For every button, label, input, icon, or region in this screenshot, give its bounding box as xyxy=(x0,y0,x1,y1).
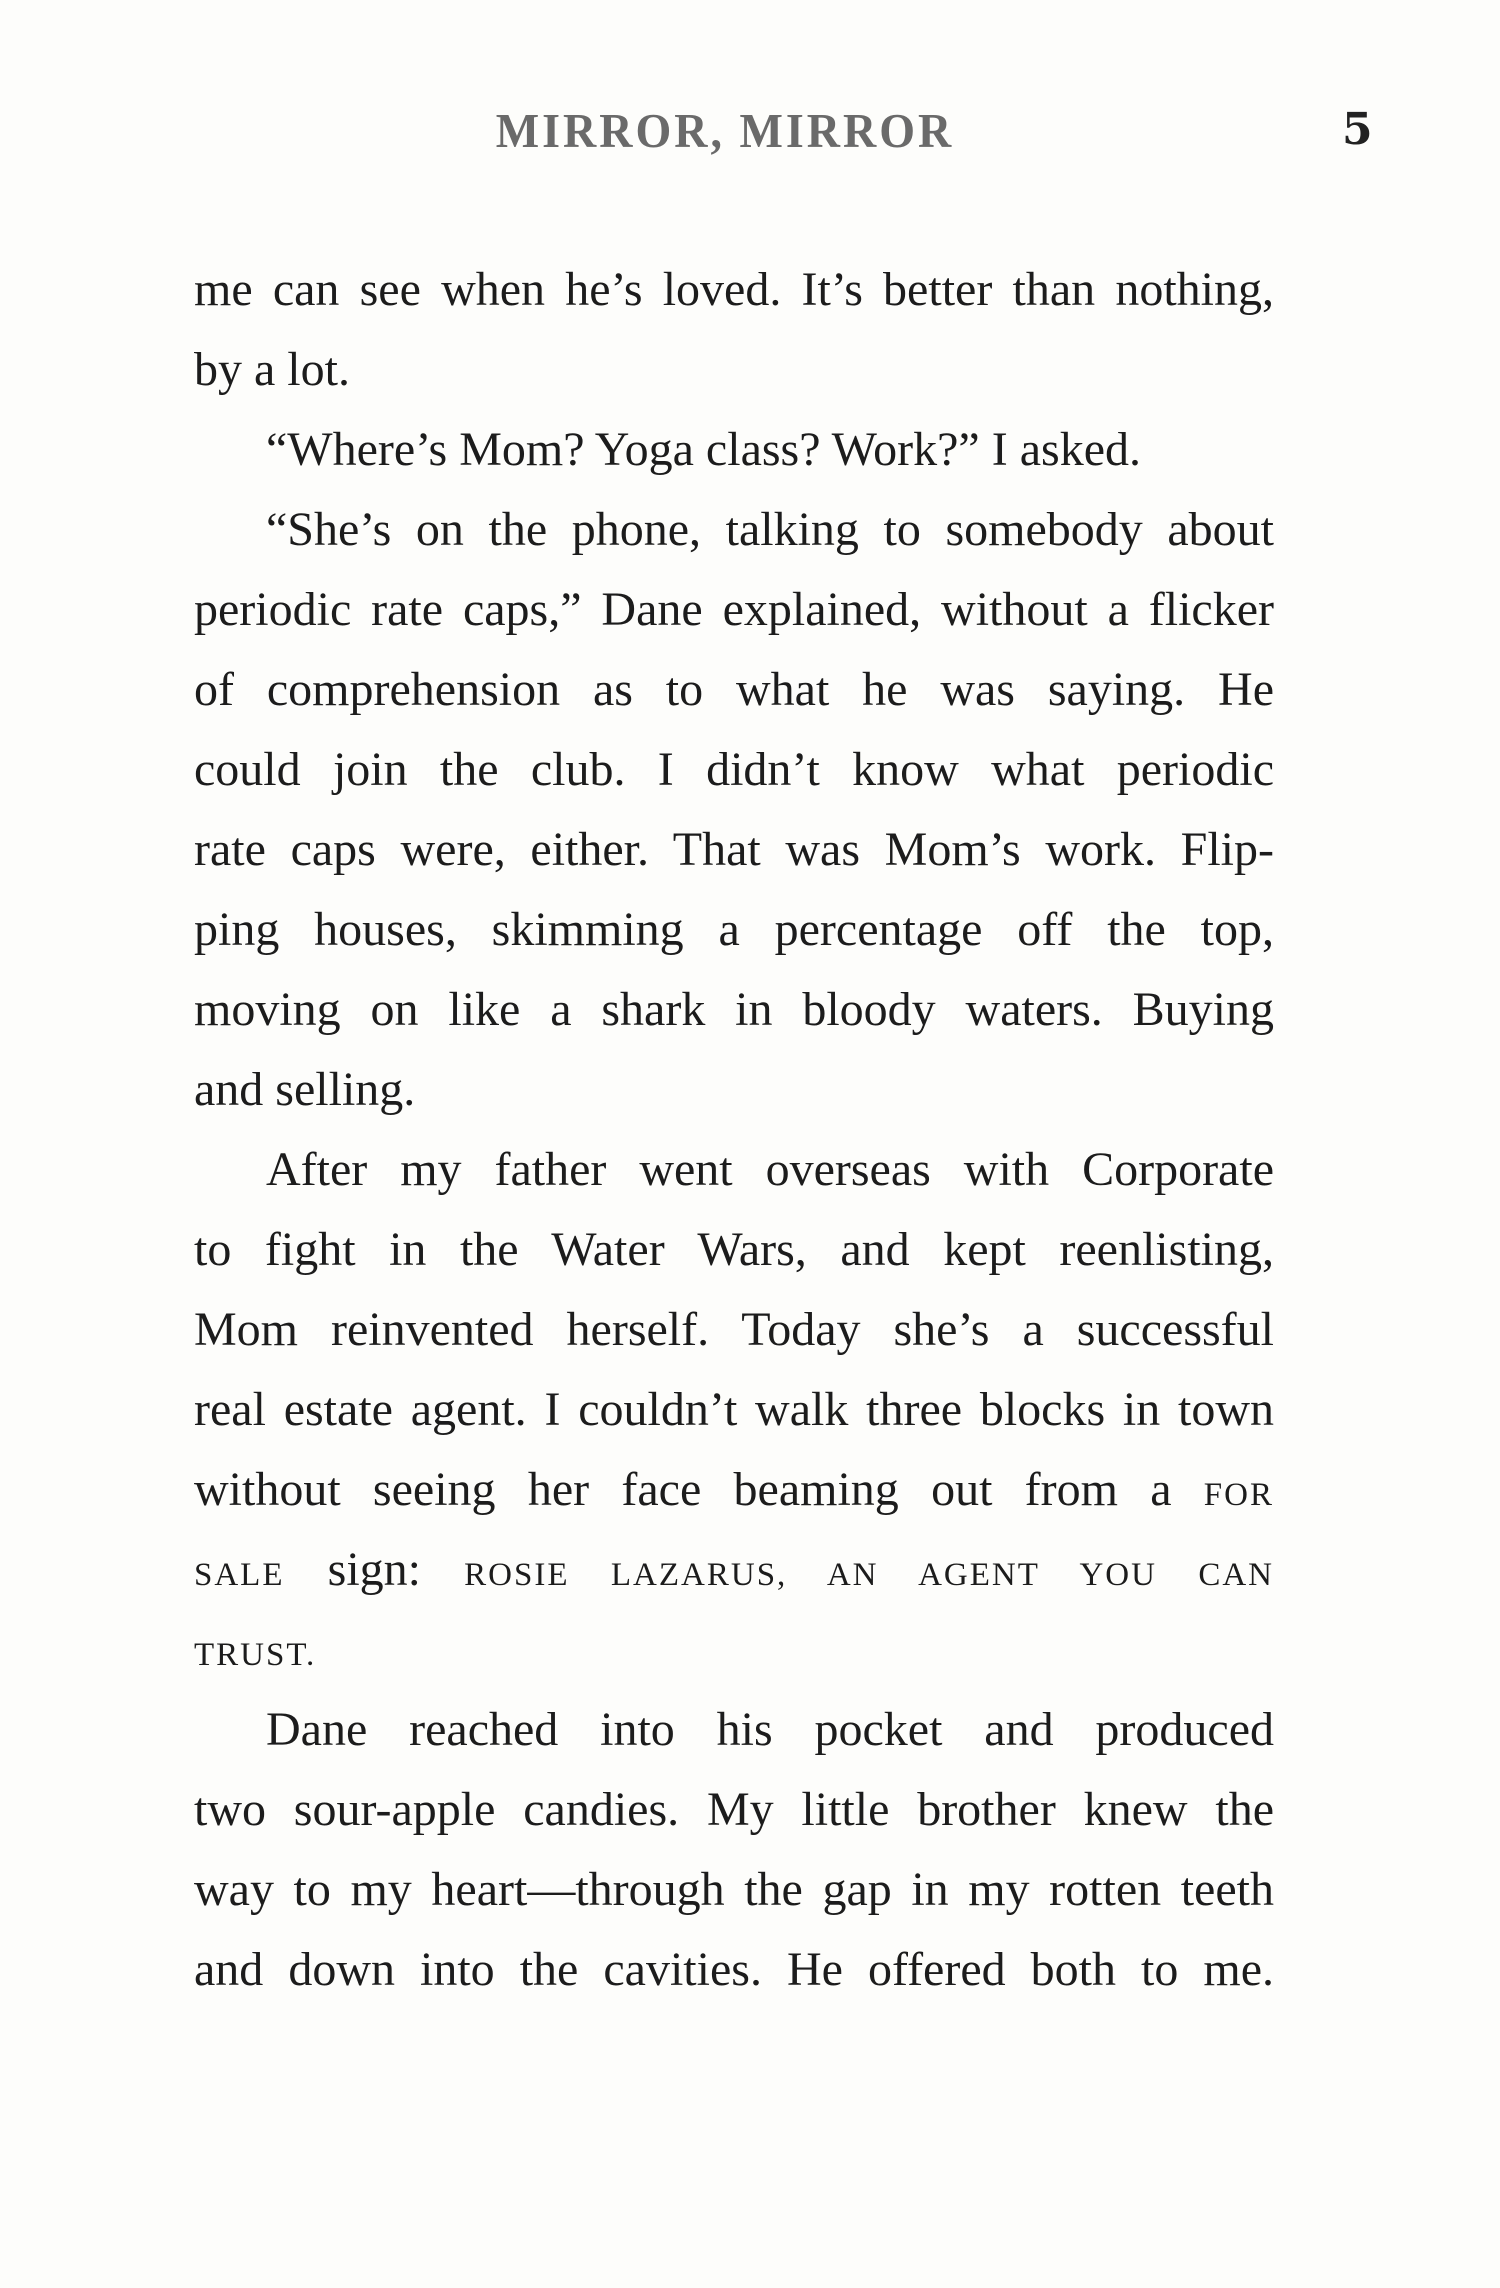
text-segment: without seeing her face beaming out from a xyxy=(194,1463,1172,1516)
text-line: Mom reinvented herself. Today she’s a successful xyxy=(194,1303,1274,1356)
text-line xyxy=(194,1610,1274,1690)
text-line xyxy=(194,1450,1274,1530)
text-line: way to my heart—through the gap in my rotten teeth xyxy=(194,1863,1274,1916)
text-line: and down into the cavities. He offered both to me. xyxy=(194,1943,1274,1996)
text-line: After my father went overseas with Corporate xyxy=(266,1143,1274,1196)
text-line: “Where’s Mom? Yoga class? Work?” I asked. xyxy=(266,423,1141,476)
text-line: two sour-apple candies. My little brother knew the xyxy=(194,1783,1274,1836)
text-line: moving on like a shark in bloody waters. Buying xyxy=(194,983,1274,1036)
text-segment: sign: xyxy=(327,1543,421,1596)
text-line xyxy=(194,1530,1274,1610)
small-caps-text: ROSIE LAZARUS, AN AGENT YOU CAN xyxy=(464,1557,1275,1593)
text-line: ping houses, skimming a percentage off the top, xyxy=(194,903,1274,956)
text-line: could join the club. I didn’t know what periodic xyxy=(194,743,1274,796)
text-line: Dane reached into his pocket and produced xyxy=(266,1703,1274,1756)
running-title: MIRROR, MIRROR xyxy=(495,103,955,158)
small-caps-text: TRUST. xyxy=(194,1637,317,1673)
small-caps-text: FOR xyxy=(1203,1477,1274,1513)
text-line: “She’s on the phone, talking to somebody about xyxy=(266,503,1274,556)
text-line: periodic rate caps,” Dane explained, without a flicker xyxy=(194,583,1274,636)
small-caps-text: SALE xyxy=(194,1557,285,1593)
text-line: and selling. xyxy=(194,1063,416,1116)
text-line: to fight in the Water Wars, and kept reenlisting, xyxy=(194,1223,1274,1276)
text-line: me can see when he’s loved. It’s better than nothing, xyxy=(194,263,1274,316)
page-number: 5 xyxy=(1342,104,1373,155)
running-header xyxy=(0,98,1500,168)
text-line: of comprehension as to what he was saying. He xyxy=(194,663,1274,716)
body-text xyxy=(194,250,1274,2010)
text-line: by a lot. xyxy=(194,343,350,396)
text-line: rate caps were, either. That was Mom’s work. Flip- xyxy=(194,823,1274,876)
text-line: real estate agent. I couldn’t walk three blocks in town xyxy=(194,1383,1274,1436)
